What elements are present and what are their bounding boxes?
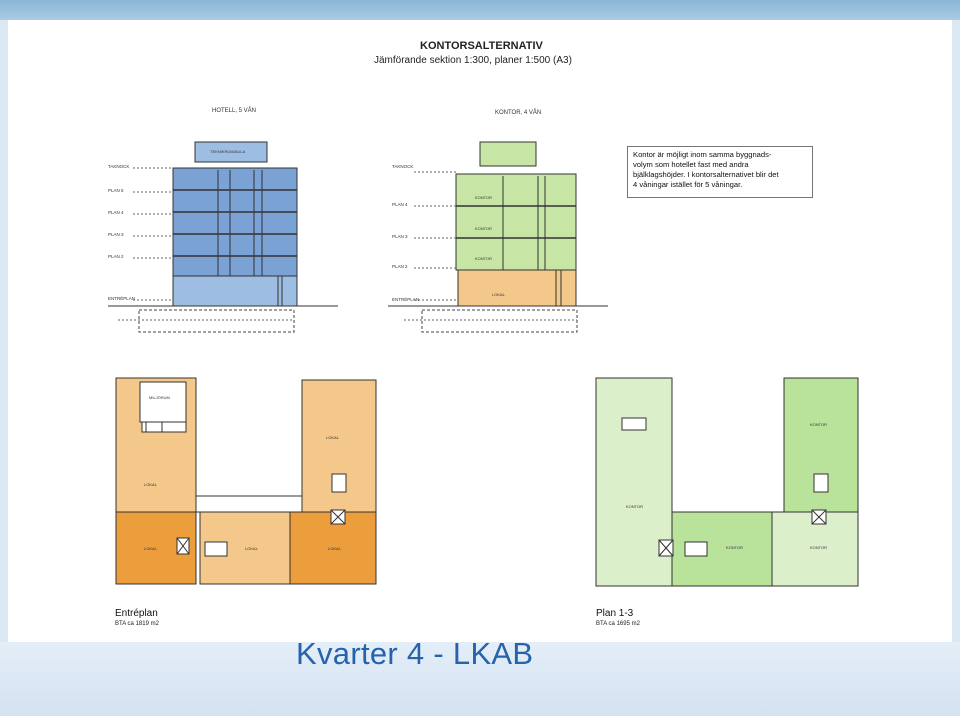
- entry-room-label: LOKAL: [328, 546, 341, 551]
- hotel-room-label: TEKNIKRUM/AULA: [210, 149, 246, 154]
- office-level-label: TAKNOCK: [392, 164, 414, 169]
- upper-plan-drawing: [596, 378, 858, 586]
- hotel-level-label: PLAN 4: [108, 210, 124, 215]
- entry-room-label: MILJÖRUM: [149, 395, 170, 400]
- entry-plan-title: Entréplan: [115, 608, 158, 619]
- sheet-heading: KONTORSALTERNATIV: [420, 40, 543, 52]
- upper-plan-title: Plan 1-3: [596, 608, 634, 619]
- office-room-label: LOKAL: [492, 292, 505, 297]
- hotel-section: [108, 142, 338, 332]
- hotel-level-label: PLAN 2: [108, 254, 124, 259]
- office-section-label: KONTOR, 4 VÅN: [495, 110, 542, 116]
- upper-plan-area: BTA ca 1695 m2: [596, 621, 640, 627]
- office-level-label: PLAN 4: [392, 202, 408, 207]
- office-room-label: KONTOR: [475, 195, 493, 200]
- entry-room-label: LOKAL: [144, 482, 157, 487]
- upper-room-label: KONTOR: [626, 504, 644, 509]
- hotel-section-label: HOTELL, 5 VÅN: [212, 108, 257, 114]
- office-room-label: KONTOR: [475, 256, 493, 261]
- note-line: volym som hotellet fast med andra: [633, 160, 749, 169]
- upper-room-label: KONTOR: [726, 545, 744, 550]
- note-line: Kontor är möjligt inom samma byggnads-: [633, 150, 772, 159]
- upper-room-label: KONTOR: [810, 545, 828, 550]
- entry-plan-drawing: [116, 378, 376, 584]
- hotel-level-label: TAKNOCK: [108, 164, 130, 169]
- office-level-label: PLAN 2: [392, 264, 408, 269]
- entry-room-label: LOKAL: [326, 435, 339, 440]
- hotel-level-label: PLAN 3: [108, 232, 124, 237]
- sheet-subheading: Jämförande sektion 1:300, planer 1:500 (A3): [374, 55, 572, 66]
- office-level-label: PLAN 3: [392, 234, 408, 239]
- note-box: [627, 146, 813, 198]
- entry-room-label: LOKAL: [144, 546, 157, 551]
- hotel-level-label: ENTRÉPLAN: [108, 296, 136, 301]
- entry-plan-area: BTA ca 1819 m2: [115, 621, 159, 627]
- drawing-sheet: [8, 20, 952, 642]
- office-room-label: KONTOR: [475, 226, 493, 231]
- slide-top-bar: [0, 0, 960, 20]
- note-line: bjälklagshöjder. I kontorsalternativet blir det: [633, 170, 779, 179]
- slide-title: Kvarter 4 - LKAB: [296, 636, 534, 671]
- office-level-label: ENTRÉPLAN: [392, 297, 420, 302]
- hotel-level-label: PLAN 5: [108, 188, 124, 193]
- entry-room-label: LOKAL: [245, 546, 258, 551]
- note-line: 4 våningar istället för 5 våningar.: [633, 180, 743, 189]
- upper-room-label: KONTOR: [810, 422, 828, 427]
- office-section: [388, 142, 608, 332]
